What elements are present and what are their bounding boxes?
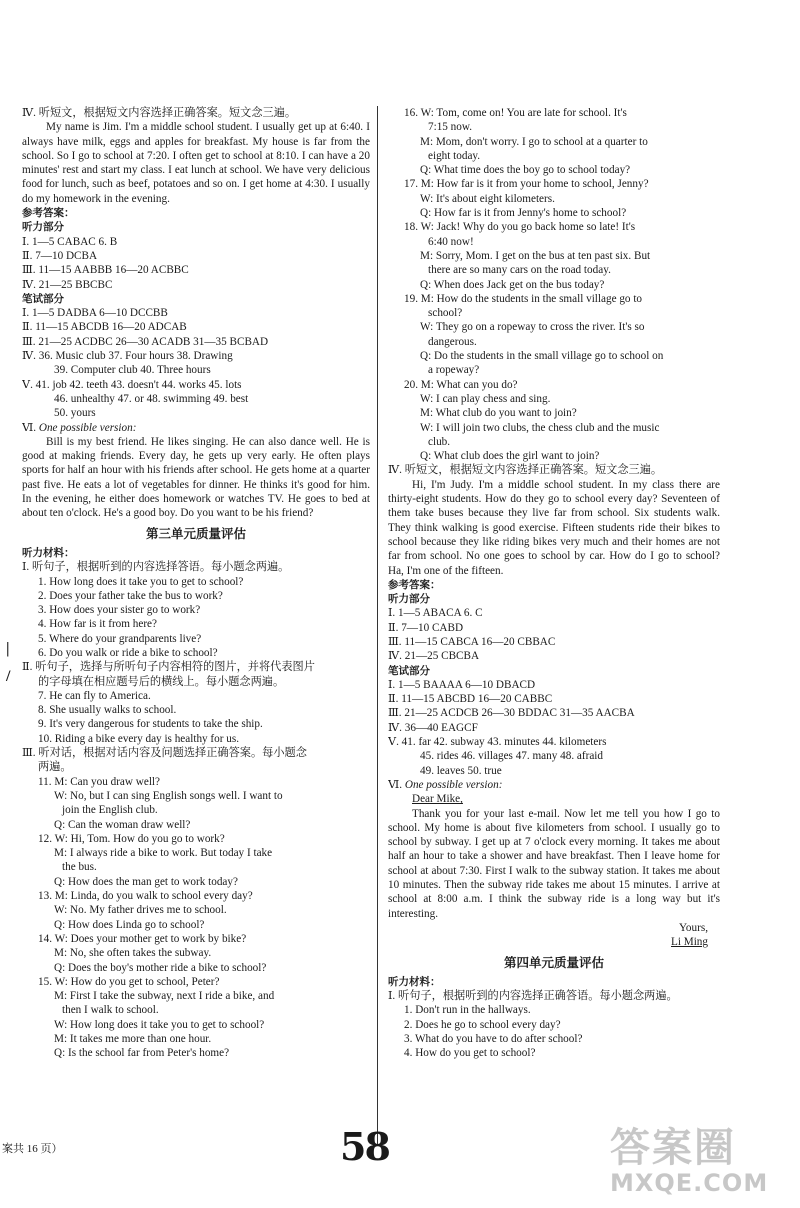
left-column-line: 听力材料： <box>22 546 75 559</box>
left-column-line: Ⅲ. 21—25 ACDBC 26—30 ACADB 31—35 BCBAD <box>22 335 269 348</box>
left-column-line: 5. Where do your grandparents live? <box>38 632 202 645</box>
right-column-line: W: I can play chess and sing. <box>420 392 551 405</box>
right-column-line: 4. How do you get to school? <box>404 1047 536 1060</box>
right-column-line: 19. M: How do the students in the small village go to <box>404 292 643 305</box>
left-column-line: Ⅱ. 11—15 ABCDB 16—20 ADCAB <box>22 321 187 334</box>
watermark <box>610 1116 790 1206</box>
right-column-line: Ⅳ. 36—40 EAGCF <box>388 721 478 734</box>
left-column-line: 笔试部分 <box>22 292 64 305</box>
left-column-line: 参考答案： <box>22 207 75 220</box>
right-column-line: Ⅴ. 41. far 42. subway 43. minutes 44. kilometers <box>388 736 607 749</box>
right-column-line: M: Mom, don't worry. I go to school at a quarter to <box>420 135 648 148</box>
right-column-line: club. <box>428 435 451 448</box>
left-column-line: Ⅱ. 7—10 DCBA <box>22 249 98 262</box>
margin-mark: | <box>6 640 10 657</box>
right-column-line: Ⅳ. 听短文，根据短文内容选择正确答案。短文念三遍。 <box>388 464 663 477</box>
left-column-line: 4. How far is it from here? <box>38 618 157 631</box>
left-column-line: Ⅰ. 1—5 CABAC 6. B <box>22 235 118 248</box>
right-column-line: 1. Don't run in the hallways. <box>404 1004 531 1017</box>
right-column-line: Dear Mike, <box>412 793 463 806</box>
right-column-line: Q: Do the students in the small village go to school on <box>420 350 664 363</box>
right-column-line: 7:15 now. <box>428 121 473 134</box>
right-column-line: 听力部分 <box>388 593 430 606</box>
left-column-line: Ⅰ. 听句子，根据听到的内容选择答语。每小题念两遍。 <box>22 561 290 574</box>
left-column-line: Ⅲ. 听对话，根据对话内容及问题选择正确答案。每小题念 <box>22 747 307 760</box>
left-column-line: Bill is my best friend. He likes singing. He can also dance well. He is good at making friends. Every day, he gets up very early. He often plays sports for half an hour with his friends after school. He gets home at a quarter past five. He eats a lot of vegetables for dinner. He thinks it's good for him. In the evening, he either does homework or watches TV. He goes to bed at about ten o'clock. He's a good boy. Do you want to be his friend? <box>22 435 370 520</box>
right-column-line: 18. W: Jack! Why do you go back home so late! It's <box>404 221 636 234</box>
left-column-line: 13. M: Linda, do you walk to school every day? <box>38 890 253 903</box>
left-column-line: Ⅳ. 听短文，根据短文内容选择正确答案。短文念三遍。 <box>22 107 297 119</box>
right-column-line: 第四单元质量评估 <box>503 955 604 970</box>
right-column-line: 笔试部分 <box>388 664 430 677</box>
column-divider <box>377 106 378 1146</box>
right-column-line: 2. Does he go to school every day? <box>404 1018 561 1031</box>
left-column-line: Ⅴ. 41. job 42. teeth 43. doesn't 44. works 45. lots <box>22 378 242 391</box>
right-column-line: Thank you for your last e-mail. Now let me tell you how I go to school. My home is about five kilometers from school. I usually go to school by subway. I get up at 7 o'clock every morning. It takes me about half an hour to take a shower and have breakfast. Then I leave home for school at about 7:30. First I walk to the subway station. It takes me about 10 minutes. Then the subway ride takes me about 15 minutes. I arrive at school at 8:00 a.m. I think the subway ride is a long way but it's interesting. <box>388 807 720 920</box>
watermark-url: MXQE.COM <box>610 1169 769 1197</box>
left-column-line: W: No. My father drives me to school. <box>54 904 227 917</box>
left-column-line: Ⅳ. 36. Music club 37. Four hours 38. Drawing <box>22 350 233 363</box>
right-column-line: Hi, I'm Judy. I'm a middle school student. In my class there are thirty-eight students. How do they go to school every day? Seventeen of them take buses because they live far from school. Six students walk. They think walking is good exercise. Fifteen students ride their bikes to school because they like riding bikes very much and their homes are not far from school. No one goes to school by car. How do I go to school? Ha, I'm one of the fifteen. <box>388 478 720 577</box>
version-label: One possible version: <box>404 778 503 791</box>
right-column-line: school? <box>428 307 463 320</box>
left-column-line: M: I always ride a bike to work. But today I take <box>54 847 273 860</box>
left-column-line: Q: Does the boy's mother ride a bike to school? <box>54 961 267 974</box>
right-column-line: Q: When does Jack get on the bus today? <box>420 278 605 291</box>
left-column-line: 11. M: Can you draw well? <box>38 775 161 788</box>
right-column-line: 17. M: How far is it from your home to school, Jenny? <box>404 178 649 191</box>
right-column-line: Q: What club does the girl want to join? <box>420 450 600 463</box>
right-column-line: Ⅱ. 7—10 CABD <box>388 621 464 634</box>
footer-note: 案共 16 页） <box>2 1143 63 1155</box>
left-column-line: 14. W: Does your mother get to work by bike? <box>38 932 247 945</box>
left-column-line: Ⅳ. 21—25 BBCBC <box>22 278 113 291</box>
left-column-line: W: No, but I can sing English songs well. I want to <box>54 789 283 802</box>
right-column-line: a ropeway? <box>428 364 480 377</box>
right-column-line: 6:40 now! <box>428 235 474 248</box>
left-column-line: M: No, she often takes the subway. <box>54 947 212 960</box>
right-column-line: 听力材料： <box>388 975 441 988</box>
right-column-line: Ⅰ. 1—5 BAAAA 6—10 DBACD <box>388 678 536 691</box>
left-column <box>22 106 370 1061</box>
left-column-line: Q: Can the woman draw well? <box>54 818 191 831</box>
right-column-line: Ⅰ. 1—5 ABACA 6. C <box>388 607 483 620</box>
left-column-line: Ⅵ. One possible version: <box>22 421 137 434</box>
left-column-line: W: How long does it take you to get to school? <box>54 1018 265 1031</box>
left-column-line: Q: How does Linda go to school? <box>54 918 205 931</box>
right-column-line: Yours, <box>678 921 708 934</box>
left-column-line: join the English club. <box>62 804 158 817</box>
version-label: One possible version: <box>38 421 137 434</box>
left-column-line: M: First I take the subway, next I ride a bike, and <box>54 990 275 1003</box>
right-column-line: 16. W: Tom, come on! You are late for school. It's <box>404 107 627 119</box>
right-column-line: 45. rides 46. villages 47. many 48. afraid <box>420 750 603 763</box>
left-column-line: 39. Computer club 40. Three hours <box>54 364 211 377</box>
left-column-line: 2. Does your father take the bus to work? <box>38 589 223 602</box>
right-column-line: Ⅲ. 21—25 ACDCB 26—30 BDDAC 31—35 AACBA <box>388 707 635 720</box>
left-column-line: 听力部分 <box>22 221 64 234</box>
right-column-line: Ⅱ. 11—15 ABCBD 16—20 CABBC <box>388 693 553 706</box>
left-column-line: 第三单元质量评估 <box>145 526 246 541</box>
right-column-line: Ⅰ. 听句子，根据听到的内容选择正确答语。每小题念两遍。 <box>388 990 678 1003</box>
right-column-line: M: What club do you want to join? <box>420 407 577 420</box>
left-column-line: 50. yours <box>54 407 96 420</box>
right-column-line: 49. leaves 50. true <box>420 764 502 777</box>
right-column-line: 参考答案： <box>388 578 441 591</box>
right-column-line: there are so many cars on the road today. <box>428 264 611 277</box>
right-column <box>388 106 720 1061</box>
margin-mark: / <box>6 668 11 685</box>
left-column-line: Q: Is the school far from Peter's home? <box>54 1047 230 1060</box>
right-column-line: Ⅵ. One possible version: <box>388 778 503 791</box>
right-column-line: Li Ming <box>671 936 708 949</box>
left-column-line: 1. How long does it take you to get to school? <box>38 575 244 588</box>
right-column-line: Ⅳ. 21—25 CBCBA <box>388 650 480 663</box>
left-column-line: Ⅰ. 1—5 DADBA 6—10 DCCBB <box>22 307 168 320</box>
left-column-line: 的字母填在相应题号后的横线上。每小题念两遍。 <box>38 675 285 688</box>
left-column-line: 10. Riding a bike every day is healthy for us. <box>38 732 240 745</box>
left-column-line: My name is Jim. I'm a middle school student. I usually get up at 6:40. I always have milk, eggs and apples for breakfast. My house is far from the school. So I go to school at 7:20. I often get to school at 8:10. I can have a 20 minutes' rest and start my class. I eat lunch at school. We have very delicious food for lunch, such as beef, potatoes and so on. I get home at 4:30. I usually do my homework in the evening. <box>22 121 370 205</box>
left-column-line: 7. He can fly to America. <box>38 689 151 702</box>
left-column-line: Ⅱ. 听句子，选择与所听句子内容相符的图片，并将代表图片 <box>22 661 315 674</box>
left-column-line: then I walk to school. <box>62 1004 159 1017</box>
left-column-line: the bus. <box>62 861 97 874</box>
right-column-line: W: It's about eight kilometers. <box>420 192 555 205</box>
left-column-line: 两遍。 <box>38 761 72 774</box>
right-column-line: W: I will join two clubs, the chess club and the music <box>420 421 660 434</box>
right-column-line: dangerous. <box>428 335 477 348</box>
page-number: 58 <box>340 1124 389 1169</box>
left-column-line: M: It takes me more than one hour. <box>54 1033 212 1045</box>
right-column-line: 20. M: What can you do? <box>404 378 518 391</box>
left-column-line: 15. W: How do you get to school, Peter? <box>38 975 220 988</box>
left-column-line: 6. Do you walk or ride a bike to school? <box>38 646 218 659</box>
left-column-line: 12. W: Hi, Tom. How do you go to work? <box>38 832 225 845</box>
right-column-line: W: They go on a ropeway to cross the river. It's so <box>420 321 645 334</box>
left-column-line: 3. How does your sister go to work? <box>38 604 201 617</box>
right-column-line: 3. What do you have to do after school? <box>404 1033 583 1045</box>
left-column-line: 8. She usually walks to school. <box>38 704 177 717</box>
right-column-line: eight today. <box>428 149 481 162</box>
left-column-line: Q: How does the man get to work today? <box>54 875 238 888</box>
left-column-line: Ⅲ. 11—15 AABBB 16—20 ACBBC <box>22 264 189 277</box>
left-column-line: 46. unhealthy 47. or 48. swimming 49. best <box>54 392 249 405</box>
right-column-line: M: Sorry, Mom. I get on the bus at ten past six. But <box>420 249 651 262</box>
right-column-line: Q: What time does the boy go to school today? <box>420 164 631 177</box>
right-column-line: Ⅲ. 11—15 CABCA 16—20 CBBAC <box>388 635 556 648</box>
watermark-logo-text: 答案圈 <box>610 1125 736 1171</box>
left-column-line: 9. It's very dangerous for students to take the ship. <box>38 718 263 731</box>
right-column-line: Q: How far is it from Jenny's home to school? <box>420 207 627 220</box>
